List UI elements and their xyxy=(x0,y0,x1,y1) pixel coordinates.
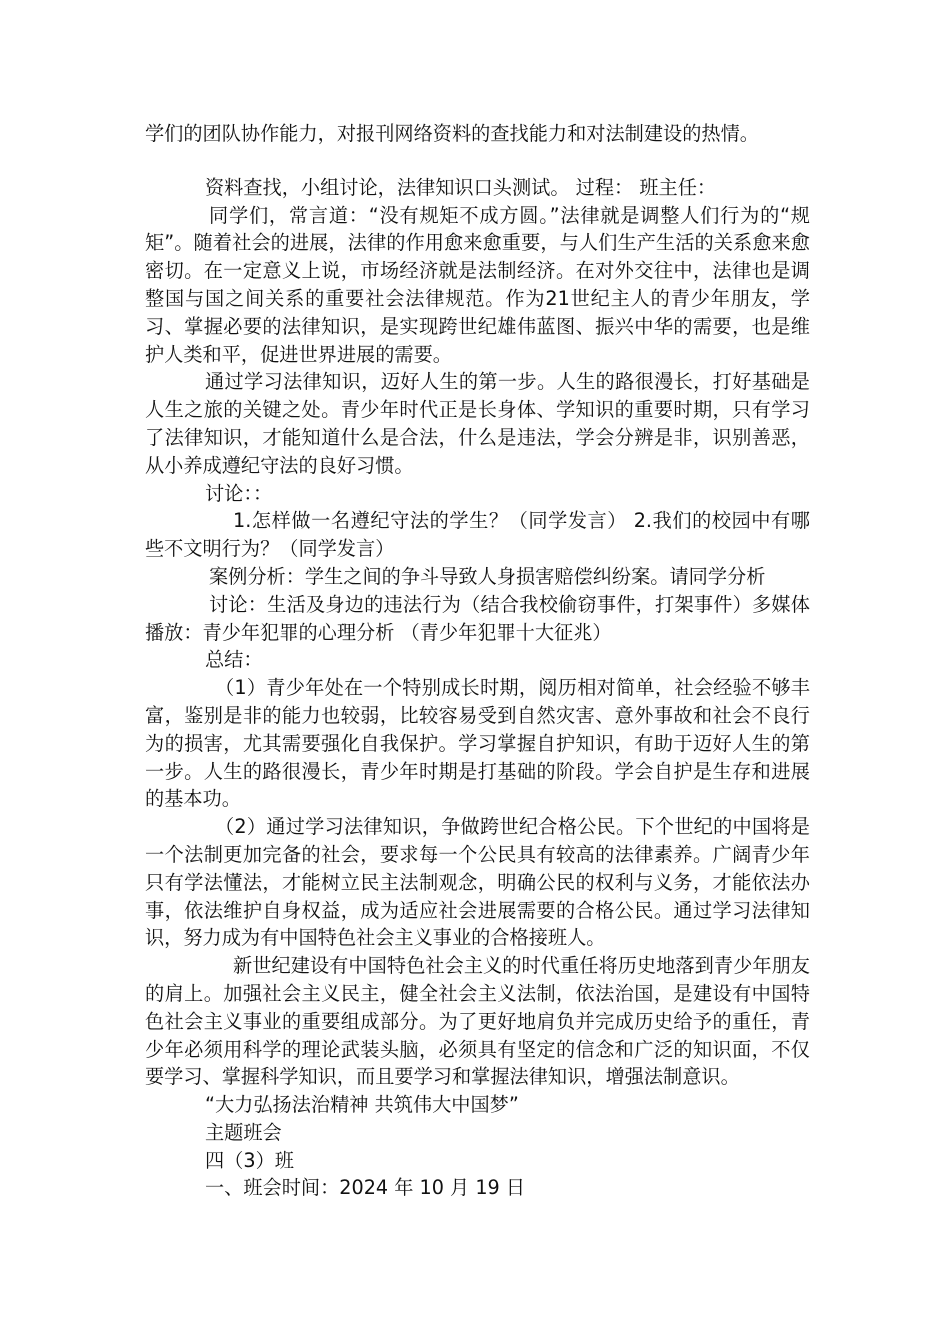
paragraph-case-analysis: 案例分析：学生之间的争斗导致人身损害赔偿纠纷案。请同学分析 xyxy=(209,564,766,588)
section-heading-class-meeting: 主题班会 xyxy=(205,1120,282,1144)
section-heading-theme: “大力弘扬法治精神 共筑伟大中国梦” xyxy=(205,1093,519,1117)
paragraph-methods-process: 资料查找，小组讨论，法律知识口头测试。 过程： 班主任： xyxy=(205,175,717,199)
paragraph-discussion-violations: 讨论：生活及身边的违法行为（结合我校偷窃事件，打架事件）多媒体播放：青少年犯罪的心理分析 （青少年犯罪十大征兆） xyxy=(145,592,810,644)
paragraph-summary-point-2: （2）通过学习法律知识，争做跨世纪合格公民。下个世纪的中国将是一个法制更加完备的社会，要求每一个公民具有较高的法律素养。广阔青少年只有学法懂法，才能树立民主法制观念，明确公民的权利与义务，才能依法办事，依法维护自身权益，成为适应社会进展需要的合格公民。通过学习法律知识，努力成为有中国特色社会主义事业的合格接班人。 xyxy=(145,815,810,950)
paragraph-teacher-speech: 同学们，常言道：“没有规矩不成方圆。”法律就是调整人们行为的“规矩”。随着社会的进展，法律的作用愈来愈重要，与人们生产生活的关系愈来愈密切。在一定意义上说，市场经济就是法制经济。在对外交往中，法律也是调整国与国之间关系的重要社会法律规范。作为21世纪主人的青少年朋友，学习、掌握必要的法律知识，是实现跨世纪雄伟蓝图、振兴中华的需要，也是维护人类和平，促进世界进展的需要。 xyxy=(145,203,810,366)
paragraph-summary-point-1: （1）青少年处在一个特别成长时期，阅历相对简单，社会经验不够丰富，鉴别是非的能力也较弱，比较容易受到自然灾害、意外事故和社会不良行为的损害，尤其需要强化自我保护。学习掌握自护知识，有助于迈好人生的第一步。人生的路很漫长，青少年时期是打基础的阶段。学会自护是生存和进展的基本功。 xyxy=(145,676,810,811)
paragraph-intro-continuation: 学们的团队协作能力，对报刊网络资料的查找能力和对法制建设的热情。 xyxy=(145,122,759,145)
document-body xyxy=(145,120,810,1202)
class-name: 四（3）班 xyxy=(205,1148,294,1172)
paragraph-gap xyxy=(145,148,810,174)
meeting-time: 一、班会时间：2024 年 10 月 19 日 xyxy=(205,1176,526,1200)
paragraph-discussion-questions: 1.怎样做一名遵纪守法的学生？（同学发言） 2.我们的校园中有哪些不文明行为？（同学发言） xyxy=(145,509,810,561)
paragraph-first-step: 通过学习法律知识，迈好人生的第一步。人生的路很漫长，打好基础是人生之旅的关键之处。青少年时代正是长身体、学知识的重要时期，只有学习了法律知识，才能知道什么是合法，什么是违法，学会分辨是非，识别善恶，从小养成遵纪守法的良好习惯。 xyxy=(145,370,810,477)
paragraph-new-century: 新世纪建设有中国特色社会主义的时代重任将历史地落到青少年朋友的肩上。加强社会主义民主，健全社会主义法制，依法治国，是建设有中国特色社会主义事业的重要组成部分。为了更好地肩负并完成历史给予的重任，青少年必须用科学的理论武装头脑，必须具有坚定的信念和广泛的知识面，不仅要学习、掌握科学知识，而且要学习和掌握法律知识，增强法制意识。 xyxy=(145,954,810,1089)
paragraph-discussion-label: 讨论：： xyxy=(205,481,273,505)
paragraph-summary-label: 总结： xyxy=(205,648,263,672)
